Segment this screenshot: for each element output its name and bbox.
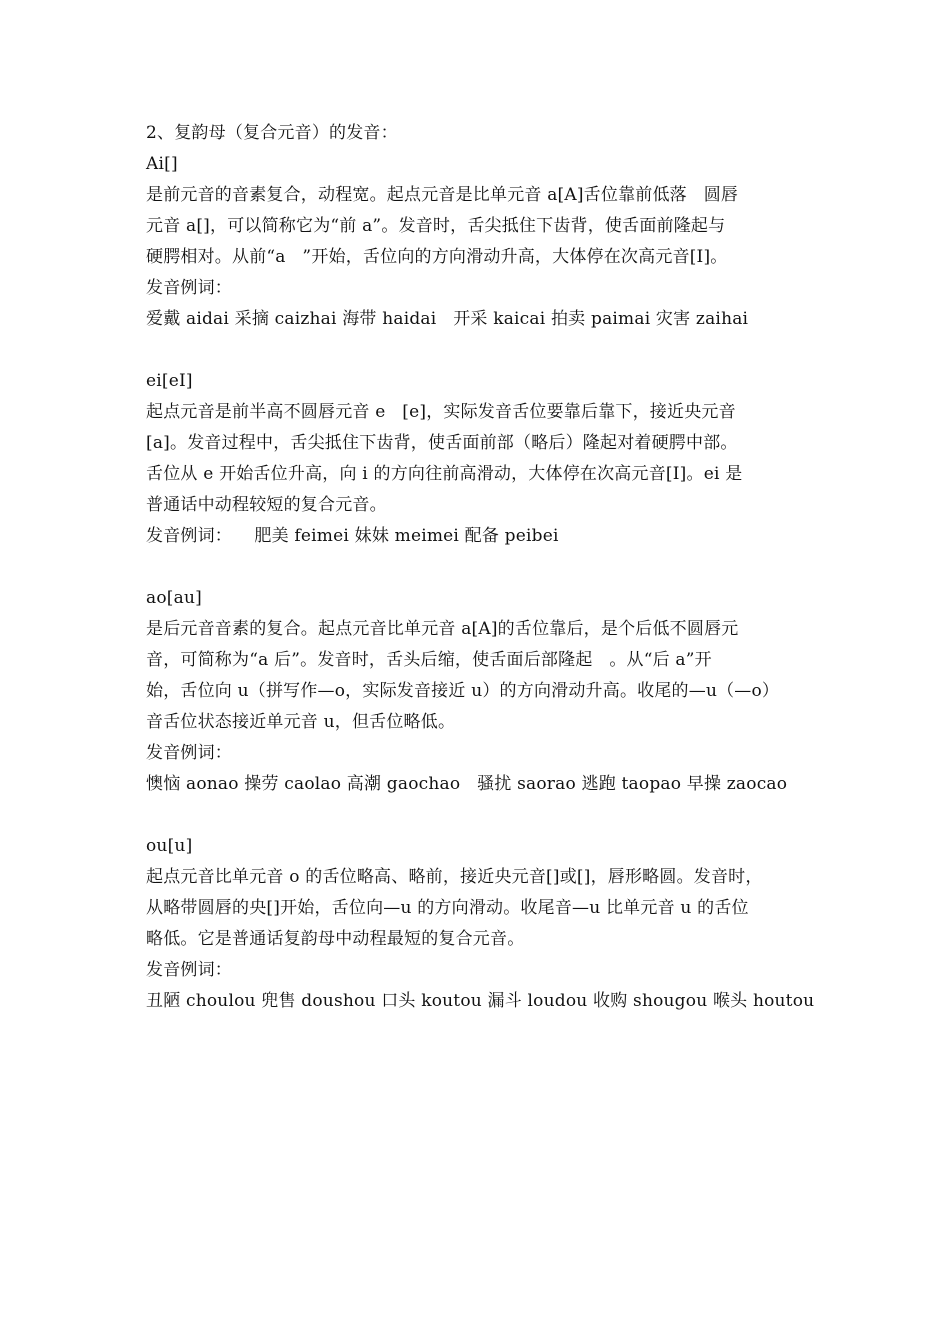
vowel-title-ei: ei[eI] [146,371,193,391]
ao-body-line: 是后元音音素的复合。起点元音比单元音 a[A]的舌位靠后，是个后低不圆唇元 [146,619,739,639]
paragraph-gap [146,335,816,366]
section-heading: 2、复韵母（复合元音）的发音： [146,123,398,143]
ao-body-line: 音，可简称为“a 后”。发音时，舌头后缩，使舌面后部隆起 。从“后 a”开 [146,650,712,670]
vowel-title-ai: Ai[] [146,154,178,174]
ou-body-line: 略低。它是普通话复韵母中动程最短的复合元音。 [146,929,525,949]
vowel-title-ao: ao[au] [146,588,202,608]
ao-examples-label: 发音例词： [146,743,232,763]
ou-examples: 丑陋 choulou 兜售 doushou 口头 koutou 漏斗 loudou 收购 shougou 喉头 houtou [146,991,815,1011]
ei-body-line: [a]。发音过程中，舌尖抵住下齿背，使舌面前部（略后）隆起对着硬腭中部。 [146,433,738,453]
ai-examples: 爱戴 aidai 采摘 caizhai 海带 haidai 开采 kaicai 拍卖 paimai 灾害 zaihai [146,309,749,329]
ou-examples-label: 发音例词： [146,960,232,980]
paragraph-gap [146,800,816,831]
ou-body-line: 从略带圆唇的央[]开始，舌位向—u 的方向滑动。收尾音—u 比单元音 u 的舌位 [146,898,749,918]
ei-examples: 发音例词： 肥美 feimei 妹妹 meimei 配备 peibei [146,526,559,546]
vowel-title-ou: ou[u] [146,836,193,856]
paragraph-gap [146,552,816,583]
ao-body-line: 音舌位状态接近单元音 u，但舌位略低。 [146,712,456,732]
ei-body-line: 舌位从 e 开始舌位升高，向 i 的方向往前高滑动，大体停在次高元音[I]。ei 是 [146,464,743,484]
ao-examples: 懊恼 aonao 操劳 caolao 高潮 gaochao 骚扰 saorao 逃跑 taopao 早操 zaocao [146,774,788,794]
ai-examples-label: 发音例词： [146,278,232,298]
ei-body-line: 普通话中动程较短的复合元音。 [146,495,387,515]
ao-body-line: 始，舌位向 u（拼写作—o，实际发音接近 u）的方向滑动升高。收尾的—u（—o） [146,681,780,701]
document-page [146,118,816,1017]
ai-body-line: 是前元音的音素复合，动程宽。起点元音是比单元音 a[A]舌位靠前低落 圆唇 [146,185,739,205]
ai-body-line: 元音 a[]，可以简称它为“前 a”。发音时，舌尖抵住下齿背，使舌面前隆起与 [146,216,726,236]
ai-body-line: 硬腭相对。从前“a ”开始，舌位向的方向滑动升高，大体停在次高元音[I]。 [146,247,728,267]
ou-body-line: 起点元音比单元音 o 的舌位略高、略前，接近央元音[]或[]，唇形略圆。发音时， [146,867,763,887]
ei-body-line: 起点元音是前半高不圆唇元音 e [e]，实际发音舌位要靠后靠下，接近央元音 [146,402,736,422]
